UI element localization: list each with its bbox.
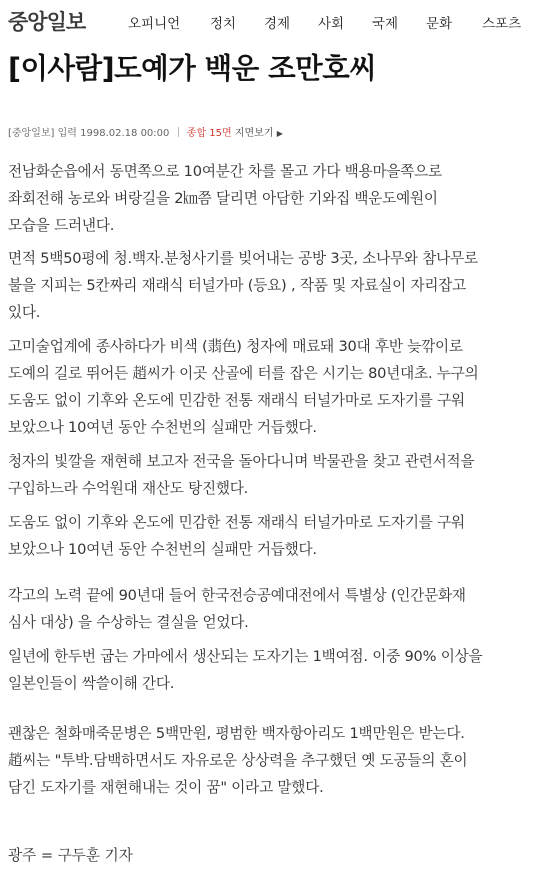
nav-item-politics[interactable]: 정치 xyxy=(210,16,237,32)
body-line: 보았으나 10여년 동안 수천번의 실패만 거듭했다. xyxy=(8,419,317,436)
nav-item-economy[interactable]: 경제 xyxy=(264,16,291,32)
body-line: 불을 지피는 5칸짜리 재래식 터널가마 (등요) , 작품 및 자료실이 자리잡고 xyxy=(8,277,467,294)
reporter-byline: 광주 = 구두훈 기자 xyxy=(8,847,133,864)
article-meta xyxy=(8,124,283,139)
body-line: 괜찮은 철화매죽문병은 5백만원, 평범한 백자항아리도 1백만원은 받는다. xyxy=(8,725,465,742)
nav-item-sports[interactable]: 스포츠 xyxy=(482,16,522,32)
body-line: 면적 5백50평에 청.백자.분청사기를 빚어내는 공방 3곳, 소나무와 참나무로 xyxy=(8,250,478,267)
body-line: 일본인들이 싹쓸이해 간다. xyxy=(8,675,175,692)
body-line: 보았으나 10여년 동안 수천번의 실패만 거듭했다. xyxy=(8,541,317,558)
body-line: 구입하느라 수억원대 재산도 탕진했다. xyxy=(8,480,249,497)
nav-item-world[interactable]: 국제 xyxy=(372,16,399,32)
meta-divider xyxy=(178,127,179,137)
body-line: 도움도 없이 기후와 온도에 민감한 전통 재래식 터널가마로 도자기를 구워 xyxy=(8,514,465,531)
body-line: 좌회전해 농로와 벼랑길을 2㎞쯤 달리면 아담한 기와집 백운도예원이 xyxy=(8,190,438,207)
page-view-link[interactable]: 지면보기 ▶ xyxy=(234,128,283,139)
caret-right-icon: ▶ xyxy=(276,129,283,138)
body-line: 담긴 도자기를 재현해내는 것이 꿈" 이라고 말했다. xyxy=(8,779,324,796)
nav-item-culture[interactable]: 문화 xyxy=(426,16,453,32)
body-line: 심사 대상) 을 수상하는 결실을 얻었다. xyxy=(8,614,249,631)
body-line: 전남화순읍에서 동면쪽으로 10여분간 차를 몰고 가다 백용마을쪽으로 xyxy=(8,163,442,180)
body-line: 있다. xyxy=(8,304,41,321)
source-label: [중앙일보] xyxy=(8,128,55,139)
body-line: 일년에 한두번 굽는 가마에서 생산되는 도자기는 1백여점. 이중 90% 이상을 xyxy=(8,648,483,665)
site-logo[interactable]: 중앙일보 xyxy=(8,10,86,34)
body-line: 趙씨는 "투박.담백하면서도 자유로운 상상력을 추구했던 옛 도공들의 혼이 xyxy=(8,752,468,769)
article-title: [이사람]도예가 백운 조만호씨 xyxy=(8,52,377,85)
body-line: 도움도 없이 기후와 온도에 민감한 전통 재래식 터널가마로 도자기를 구워 xyxy=(8,392,465,409)
nav-item-society[interactable]: 사회 xyxy=(318,16,345,32)
section-page: 종합 15면 xyxy=(186,128,232,139)
published-date: 입력 1998.02.18 00:00 xyxy=(57,128,170,139)
top-navigation xyxy=(0,0,550,40)
body-line: 도예의 길로 뛰어든 趙씨가 이곳 산골에 터를 잡은 시기는 80년대초. 누구의 xyxy=(8,365,479,382)
body-line: 각고의 노력 끝에 90년대 들어 한국전승공예대전에서 특별상 (인간문화재 xyxy=(8,587,466,604)
body-line: 청자의 빛깔을 재현해 보고자 전국을 돌아다니며 박물관을 찾고 관련서적을 xyxy=(8,453,475,470)
body-line: 모습을 드러낸다. xyxy=(8,217,115,234)
body-line: 고미술업계에 종사하다가 비색 (翡色) 청자에 매료돼 30대 후반 늦깎이로 xyxy=(8,338,463,355)
nav-item-opinion[interactable]: 오피니언 xyxy=(128,16,181,32)
